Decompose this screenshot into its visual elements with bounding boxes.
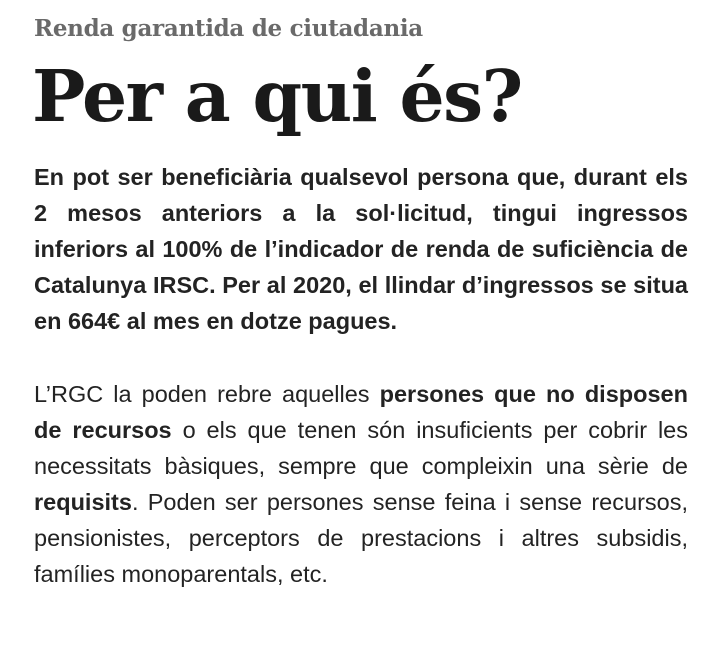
body-text-part-2: o els que tenen són insuficients per cobrir les necessitats bàsiques, sempre que compleixin una sèrie de — [34, 417, 689, 479]
lead-paragraph: En pot ser beneficiària qualsevol persona que, durant els 2 mesos anteriors a la sol·licitud, tingui ingressos inferiors al 100% de l’indicador de renda de suficiència de Catalunya IRSC. Per al 2020, el llindar d’ingressos se situa en 664€ al mes en dotze pagues. — [34, 164, 688, 334]
body-paragraph — [34, 376, 688, 592]
article — [34, 14, 688, 592]
body-emphasis-requirements: requisits — [34, 489, 132, 515]
body-text-part-1: L’RGC la poden rebre aquelles — [34, 381, 380, 407]
page-title: Per a qui és? — [32, 54, 522, 138]
body-text-part-3: . Poden ser persones sense feina i sense recursos, pensionistes, perceptors de prestacions i altres subsidis, famílies monoparentals, etc. — [34, 489, 688, 587]
section-kicker: Renda garantida de ciutadania — [34, 15, 423, 42]
body-emphasis-resources: persones que no disposen de recursos — [34, 381, 688, 443]
